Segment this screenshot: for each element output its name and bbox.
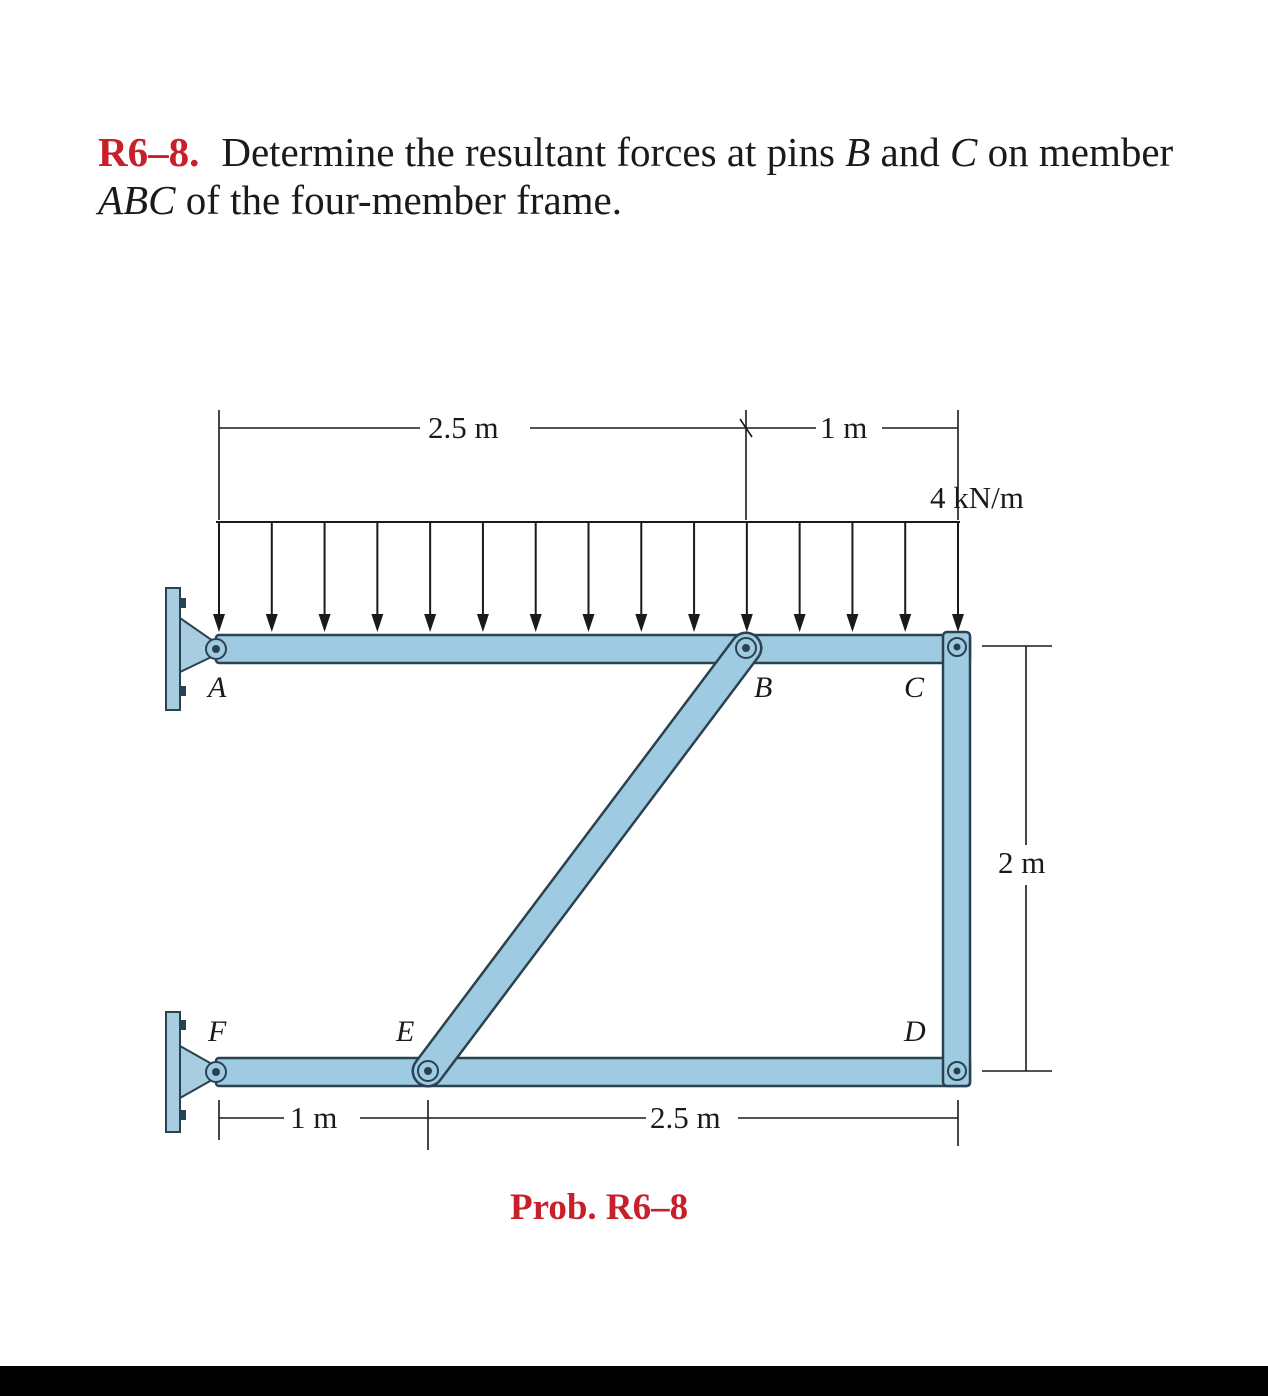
label-e: E — [396, 1015, 415, 1048]
dim-top-left: 2.5 m — [428, 410, 499, 445]
problem-member: ABC — [98, 177, 176, 223]
load-arrow-head — [371, 614, 383, 632]
load-arrow-head — [794, 614, 806, 632]
problem-text-3: on member — [977, 129, 1174, 175]
pin-e — [418, 1061, 438, 1081]
load-arrow-head — [319, 614, 331, 632]
pin-c — [948, 638, 966, 656]
load-arrow-head — [952, 614, 964, 632]
label-f: F — [208, 1015, 227, 1048]
load-arrow-head — [213, 614, 225, 632]
load-arrow-head — [899, 614, 911, 632]
load-arrow-head — [583, 614, 595, 632]
load-arrow-head — [266, 614, 278, 632]
pin-d — [948, 1062, 966, 1080]
dim-height: 2 m — [998, 845, 1046, 880]
load-arrow-head — [688, 614, 700, 632]
problem-number: R6–8. — [98, 129, 200, 175]
label-d: D — [904, 1015, 926, 1048]
load-arrow-head — [846, 614, 858, 632]
load-label: 4 kN/m — [930, 480, 1024, 515]
load-arrow-head — [477, 614, 489, 632]
problem-pin-b: B — [845, 129, 871, 175]
dim-bottom-right: 2.5 m — [650, 1100, 721, 1135]
label-b: B — [754, 671, 773, 704]
load-arrow-head — [530, 614, 542, 632]
load-arrow-head — [424, 614, 436, 632]
pin-f — [206, 1062, 226, 1082]
problem-caption: Prob. R6–8 — [510, 1187, 689, 1228]
dim-top-right: 1 m — [820, 410, 868, 445]
dim-bottom-left: 1 m — [290, 1100, 338, 1135]
pin-a — [206, 639, 226, 659]
member-abc — [216, 635, 970, 663]
member-cd — [943, 632, 970, 1086]
member-fed — [216, 1058, 970, 1086]
problem-text-2: and — [870, 129, 950, 175]
load-arrow-head — [635, 614, 647, 632]
distributed-load-arrows — [213, 522, 964, 632]
label-a: A — [208, 671, 227, 704]
bottom-bar — [0, 1366, 1268, 1396]
member-be — [428, 648, 746, 1071]
problem-text-4: of the four-member frame. — [175, 177, 622, 223]
pin-b — [736, 638, 756, 658]
label-c: C — [904, 671, 925, 704]
problem-text-1: Determine the resultant forces at pins — [221, 129, 846, 175]
load-arrow-head — [741, 614, 753, 632]
problem-pin-c: C — [950, 129, 978, 175]
